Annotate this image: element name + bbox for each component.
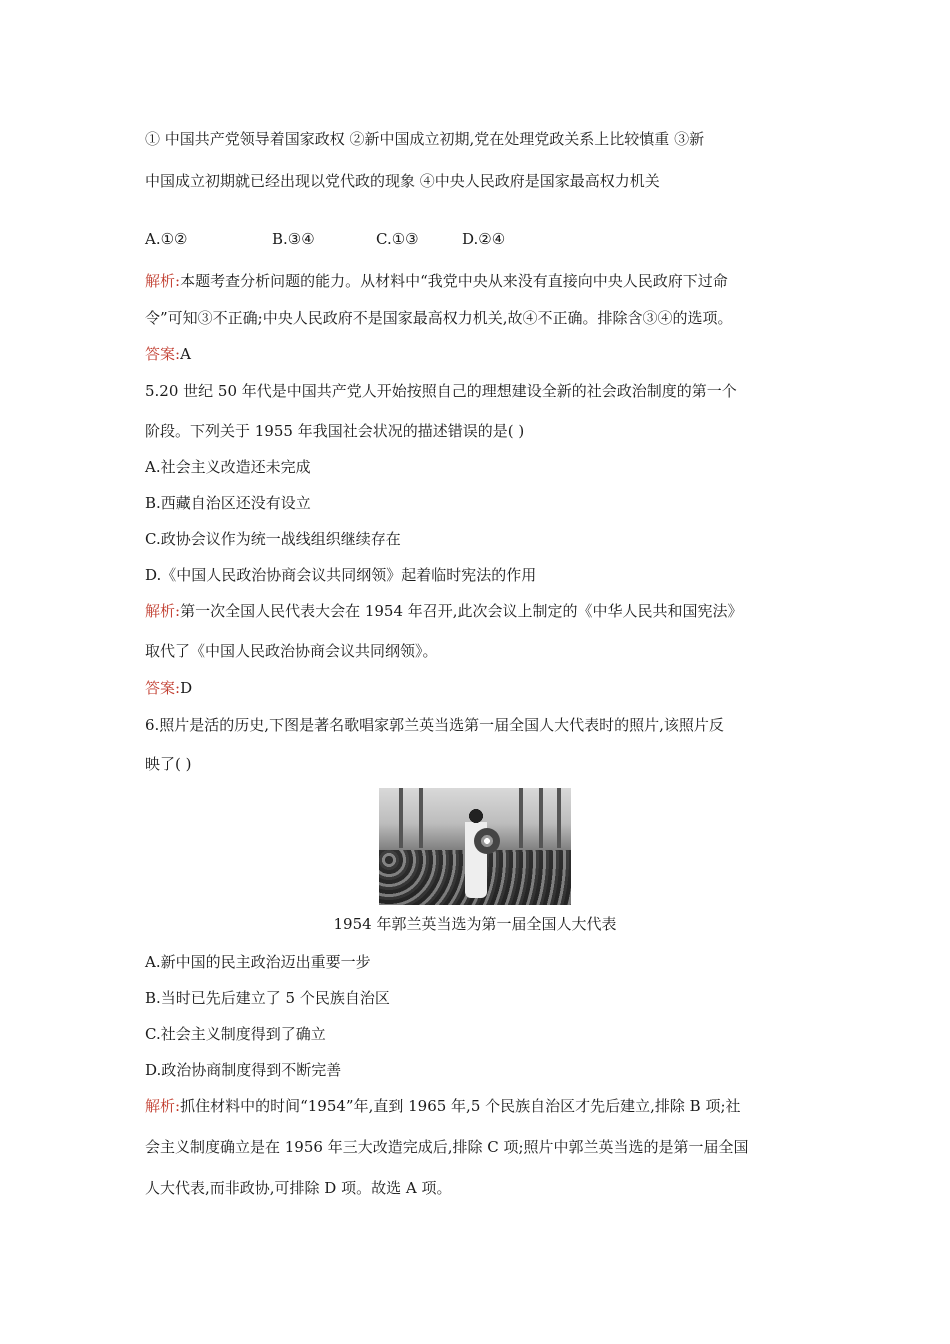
q6-analysis-line2: 会主义制度确立是在 1956 年三大改造完成后,排除 C 项;照片中郭兰英当选的是第一届全国 (145, 1138, 749, 1156)
q6-stem-line1: 6.照片是活的历史,下图是著名歌唱家郭兰英当选第一届全国人大代表时的照片,该照片反 (145, 716, 724, 734)
q5-option-b: B.西藏自治区还没有设立 (145, 494, 311, 512)
guo-lanying-photo (379, 788, 571, 905)
q6-analysis-line3: 人大代表,而非政协,可排除 D 项。故选 A 项。 (145, 1179, 452, 1197)
q4-answer-value: A (180, 345, 191, 363)
q5-analysis-line1 (145, 600, 743, 621)
q6-analysis-label: 解析: (145, 1097, 181, 1115)
q4-analysis-text1: 本题考查分析问题的能力。从材料中“我党中央从来没有直接向中央人民政府下过命 (180, 272, 728, 290)
q4-option-a: A.①② (145, 230, 188, 248)
q4-options (145, 230, 505, 248)
q6-analysis-line1 (145, 1095, 741, 1116)
q4-option-b: B.③④ (272, 230, 315, 248)
q4-analysis-line1 (145, 270, 728, 291)
q5-stem-line2: 阶段。下列关于 1955 年我国社会状况的描述错误的是( ) (145, 422, 525, 440)
q6-option-c: C.社会主义制度得到了确立 (145, 1025, 326, 1043)
q4-option-c: C.①③ (376, 230, 419, 248)
q6-option-b: B.当时已先后建立了 5 个民族自治区 (145, 989, 390, 1007)
q4-option-d: D.②④ (462, 230, 506, 248)
q5-analysis-label: 解析: (145, 602, 181, 620)
q5-option-a: A.社会主义改造还未完成 (145, 458, 311, 476)
q4-statements-line2: 中国成立初期就已经出现以党代政的现象 ④中央人民政府是国家最高权力机关 (145, 172, 660, 190)
q5-answer-label: 答案: (145, 679, 181, 697)
q5-answer-value: D (180, 679, 193, 697)
q4-analysis-label: 解析: (145, 272, 181, 290)
q6-option-d: D.政治协商制度得到不断完善 (145, 1061, 342, 1079)
q5-stem-line1: 5.20 世纪 50 年代是中国共产党人开始按照自己的理想建设全新的社会政治制度的第一个 (145, 382, 737, 400)
q4-answer (145, 343, 191, 364)
q5-option-c: C.政协会议作为统一战线组织继续存在 (145, 530, 401, 548)
q4-answer-label: 答案: (145, 345, 181, 363)
q6-analysis-text1: 抓住材料中的时间“1954”年,直到 1965 年,5 个民族自治区才先后建立,排除 B 项;社 (180, 1097, 741, 1115)
q6-stem-line2: 映了( ) (145, 755, 192, 773)
q5-answer (145, 677, 192, 698)
photo-caption: 1954 年郭兰英当选为第一届全国人大代表 (333, 915, 617, 933)
q4-analysis-line2: 令”可知③不正确;中央人民政府不是国家最高权力机关,故④不正确。排除含③④的选项。 (145, 309, 733, 327)
q6-option-a: A.新中国的民主政治迈出重要一步 (145, 953, 371, 971)
q5-analysis-text1: 第一次全国人民代表大会在 1954 年召开,此次会议上制定的《中华人民共和国宪法》 (180, 602, 743, 620)
q5-option-d: D.《中国人民政治协商会议共同纲领》起着临时宪法的作用 (145, 566, 537, 584)
q5-analysis-line2: 取代了《中国人民政治协商会议共同纲领》。 (145, 642, 438, 660)
q4-statements-line1: ① 中国共产党领导着国家政权 ②新中国成立初期,党在处理党政关系上比较慎重 ③新 (145, 130, 705, 148)
